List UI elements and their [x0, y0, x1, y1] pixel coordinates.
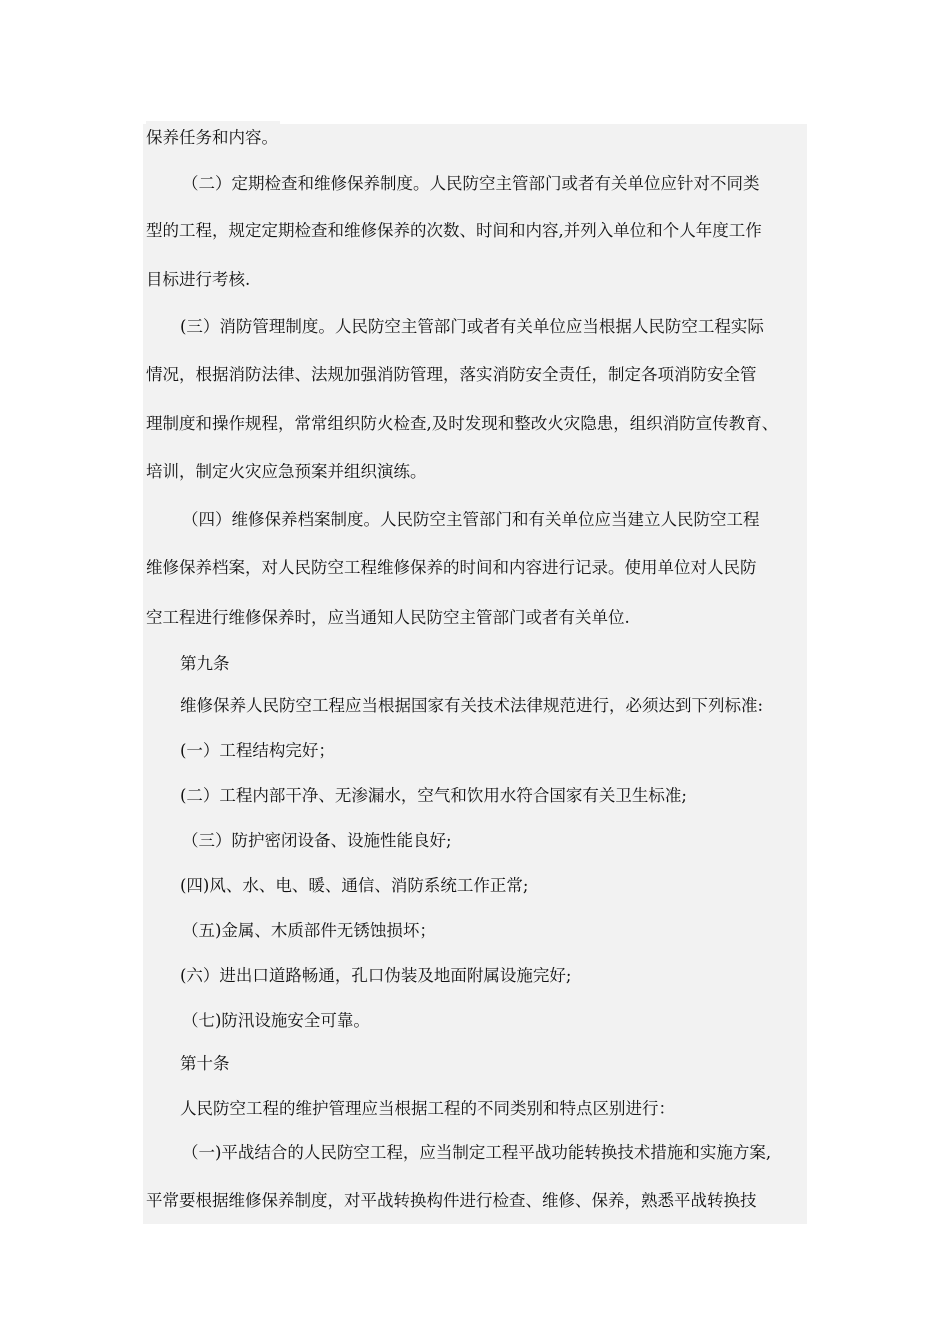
list-item: （七)防汛设施安全可靠。: [182, 1004, 372, 1038]
paragraph-line: 保养任务和内容。: [146, 121, 280, 155]
article-heading: 第九条: [180, 647, 232, 681]
list-item: (二）工程内部干净、无渗漏水，空气和饮用水符合国家有关卫生标准;: [180, 779, 689, 813]
list-item: （五)金属、木质部件无锈蚀损坏；: [182, 914, 438, 948]
paragraph-line: 空工程进行维修保养时，应当通知人民防空主管部门或者有关单位.: [146, 601, 632, 635]
paragraph-line: 型的工程，规定定期检查和维修保养的次数、时间和内容,并列入单位和个人年度工作: [146, 214, 764, 248]
paragraph-line: 情况，根据消防法律、法规加强消防管理，落实消防安全责任，制定各项消防安全管: [146, 358, 759, 392]
paragraph-line: 平常要根据维修保养制度，对平战转换构件进行检查、维修、保养，熟悉平战转换技: [146, 1184, 759, 1218]
paragraph-line: 培训，制定火灾应急预案并组织演练。: [146, 455, 429, 489]
list-item: (四)风、水、电、暖、通信、消防系统工作正常;: [180, 869, 530, 903]
paragraph-line: 目标进行考核.: [146, 263, 252, 297]
paragraph-line: （四）维修保养档案制度。人民防空主管部门和有关单位应当建立人民防空工程: [182, 503, 762, 537]
paragraph-line: （一)平战结合的人民防空工程，应当制定工程平战功能转换技术措施和实施方案,: [182, 1136, 773, 1170]
paragraph-line: (三）消防管理制度。人民防空主管部门或者有关单位应当根据人民防空工程实际: [180, 310, 766, 344]
paragraph-line: 维修保养档案，对人民防空工程维修保养的时间和内容进行记录。使用单位对人民防: [146, 551, 759, 585]
list-item: (一）工程结构完好；: [180, 734, 337, 768]
list-item: (六）进出口道路畅通，孔口伪装及地面附属设施完好;: [180, 959, 574, 993]
paragraph-line: 人民防空工程的维护管理应当根据工程的不同类别和特点区别进行：: [180, 1092, 677, 1126]
list-item: （三）防护密闭设备、设施性能良好;: [182, 824, 454, 858]
paragraph-line: （二）定期检查和维修保养制度。人民防空主管部门或者有关单位应针对不同类: [182, 167, 762, 201]
paragraph-line: 维修保养人民防空工程应当根据国家有关技术法律规范进行，必须达到下列标准:: [180, 689, 765, 723]
paragraph-line: 理制度和操作规程，常常组织防火检查,及时发现和整改火灾隐患，组织消防宣传教育、: [146, 407, 780, 441]
article-heading: 第十条: [180, 1047, 232, 1081]
